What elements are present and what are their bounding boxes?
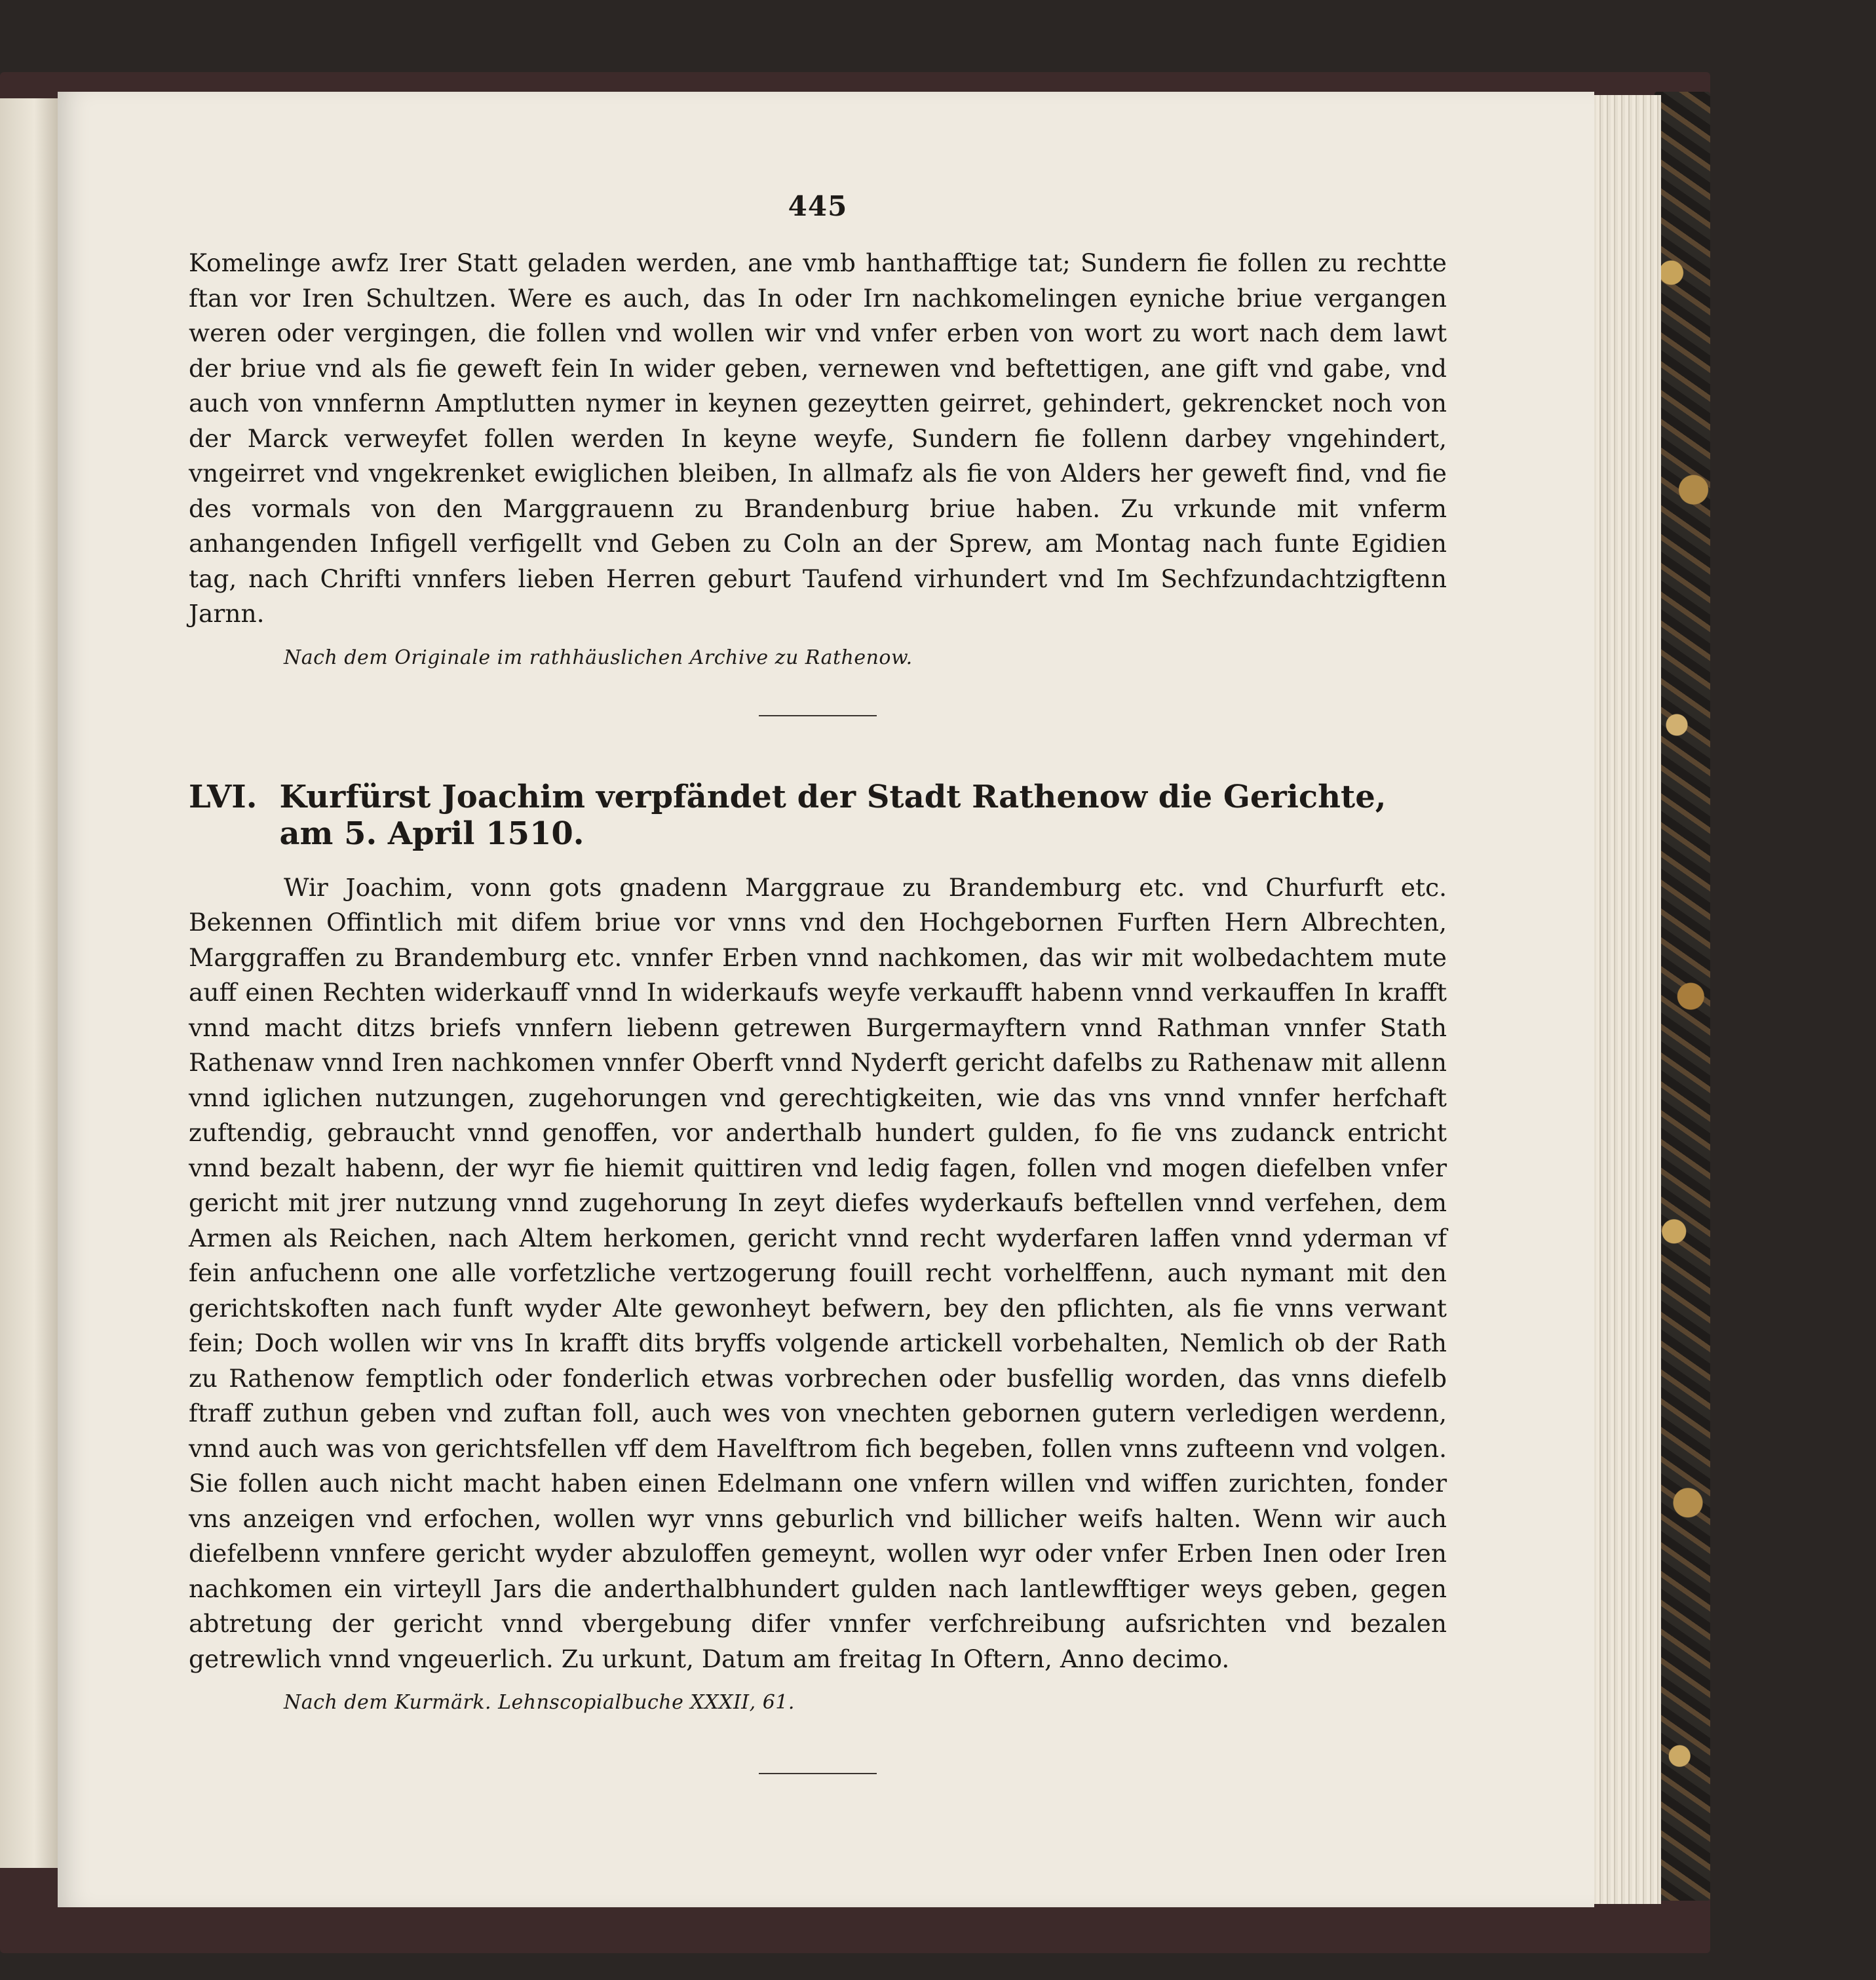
page-stack-edges <box>1589 95 1661 1904</box>
page-number: 445 <box>788 190 848 222</box>
page-content <box>189 190 1447 1774</box>
document-heading <box>189 779 1447 852</box>
section-divider-2 <box>759 1773 877 1774</box>
facing-page-edge <box>0 98 58 1868</box>
marbled-edge <box>1655 92 1710 1901</box>
document-text: Wir Joachim, vonn gots gnadenn Marggraue zu Brandemburg etc. vnd Churfurft etc. Bekennen Offintlich mit difem briue vor vnns vnd den Hochgebornen Furften Hern Albrechten, Marggraffen zu Brandemburg etc. vnnfer Erben vnnd nachkomen, das wir mit wolbedachtem mute auff einen Rechten widerkauff vnnd In widerkaufs weyfe verkaufft habenn vnnd verkauffen In krafft vnnd macht ditzs briefs vnnfern liebenn getrewen Burgermayftern vnnd Rathman vnnfer Stath Rathenaw vnnd Iren nachkomen vnnfer Oberft vnnd Nyderft gericht dafelbs zu Rathenaw mit allenn vnnd iglichen nutzungen, zugehorungen vnd gerechtigkeiten, wie das vns vnnd vnnfer herfchaft zuftendig, gebraucht vnnd genoffen, vor anderthalb hundert gulden, fo fie vns zudanck entricht vnnd bezalt habenn, der wyr fie hiemit quittiren vnd ledig fagen, follen vnd mogen diefelben vnfer gericht mit jrer nutzung vnnd zugehorung In zeyt diefes wyderkaufs beftellen vnnd verfehen, dem Armen als Reichen, nach Altem herkomen, gericht vnnd recht wyderfaren laffen vnnd yderman vf fein anfuchenn one alle vorfetzliche vertzogerung fouill recht vorhelffenn, auch nymant mit den gerichtskoften nach funft wyder Alte gewonheyt befwern, bey den pflichten, als fie vnns verwant fein; Doch wollen wir vns In krafft dits bryffs volgende artickell vorbehalten, Nemlich ob der Rath zu Rathenow femptlich oder fonderlich etwas vorbrechen oder busfellig worden, das vnns diefelb ftraff zuthun geben vnd zuftan foll, auch wes von vnechten gebornen gutern verledigen werdenn, vnnd auch was von gerichtsfellen vff dem Havelftrom fich begeben, follen vnns zufteenn vnd volgen. Sie follen auch nicht macht haben einen Edelmann one vnfern willen vnd wiffen zurichten, fonder vns anzeigen vnd erfochen, wollen wyr vnns geburlich vnd billicher weifs halten. Wenn wir auch diefelbenn vnnfere gericht wyder abzuloffen gemeynt, wollen wyr oder vnfer Erben Inen oder Iren nachkomen ein virteyll Jars die anderthalbhundert gulden nach lantlewfftiger weys geben, gegen abtretung der gericht vnnd vbergebung difer vnnfer verfchreibung aufsrichten vnd bezalen getrewlich vnnd vngeuerlich. Zu urkunt, Datum am freitag In Oftern, Anno decimo. <box>189 872 1447 1673</box>
continued-document-text: Komelinge awfz Irer Statt geladen werden, ane vmb hanthafftige tat; Sundern fie follen zu rechtte ftan vor Iren Schultzen. Were es auch, das In oder Irn nachkomelingen eyniche briue vergangen weren oder vergingen, die follen vnd wollen wir vnd vnfer erben von wort zu wort nach dem lawt der briue vnd als fie geweft fein In wider geben, vernewen vnd beftettigen, ane gift vnd gabe, vnd auch von vnnfernn Amptlutten nymer in keynen gezeytten geirret, gehindert, gekrencket noch von der Marck verweyfet follen werden In keyne weyfe, Sundern fie follenn darbey vngehindert, vngeirret vnd vngekrenket ewiglichen bleiben, In allmafz als fie von Alders her geweft find, vnd fie des vormals von den Marggrauenn zu Brandenburg briue haben. Zu vrkunde mit vnferm anhangenden Infigell verfigellt vnd Geben zu Coln an der Sprew, am Montag nach funte Egidien tag, nach Chrifti vnnfers lieben Herren geburt Taufend virhundert vnd Im Sechfzundachtzigftenn Jarnn. <box>189 248 1447 628</box>
document-number: LVI. <box>189 778 258 815</box>
source-note-1: Nach dem Originale im rathhäuslichen Archive zu Rathenow. <box>284 646 913 669</box>
document-title: Kurfürst Joachim verpfändet der Stadt Rathenow die Gerichte, am 5. April 1510. <box>279 778 1387 852</box>
source-note-2: Nach dem Kurmärk. Lehnscopialbuche XXXII, 61. <box>284 1691 795 1714</box>
book-page <box>58 92 1594 1907</box>
section-divider-1 <box>759 715 877 716</box>
